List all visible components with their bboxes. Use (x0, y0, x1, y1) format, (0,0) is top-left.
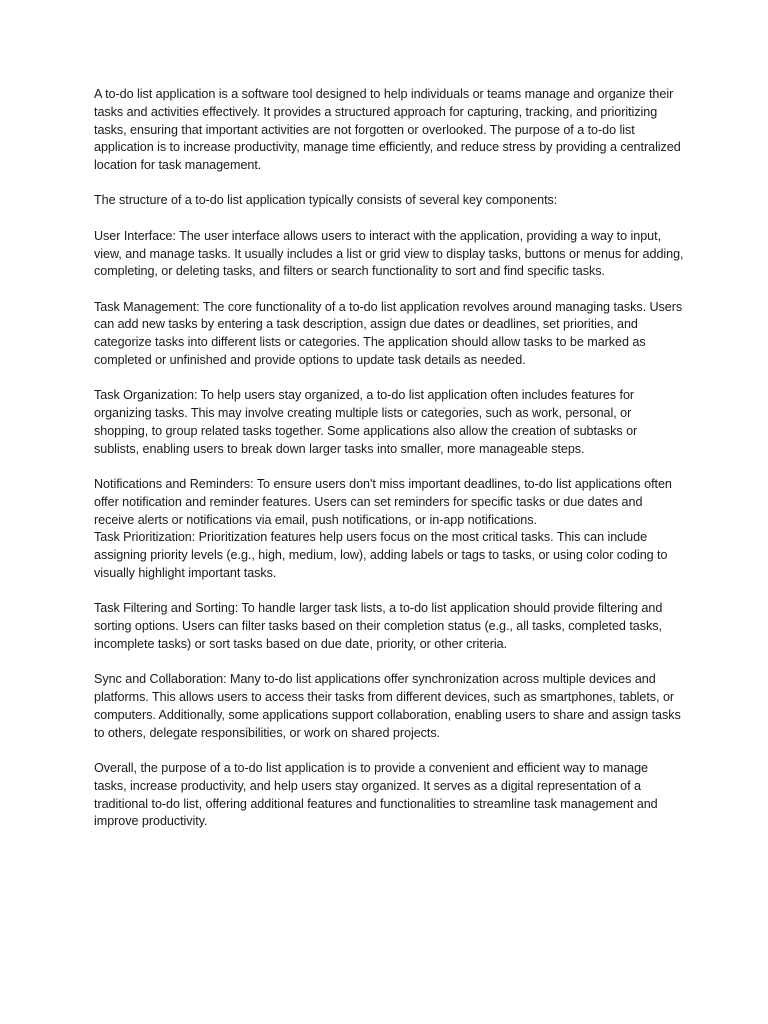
paragraph-notifications: Notifications and Reminders: To ensure users don't miss important deadlines, to-do list applications often offer notification and reminder features. Users can set reminders for specific tasks or due dates and receive alerts or notifications via email, push notifications, or in-app notifications. (94, 477, 672, 527)
paragraph-task-prioritization: Task Prioritization: Prioritization features help users focus on the most critical tasks. This can include assigning priority levels (e.g., high, medium, low), adding labels or tags to tasks, or using color coding to visually highlight important tasks. (94, 530, 668, 581)
paragraph-sync-collaboration: Sync and Collaboration: Many to-do list applications offer synchronization across multiple devices and platforms. This allows users to access their tasks from different devices, such as smartphones, tablets, or computers. Additionally, some applications support collaboration, enabling users to share and assign tasks to others, delegate responsibilities, or work on shared projects. (94, 672, 681, 740)
paragraph-task-management: Task Management: The core functionality of a to-do list application revolves around managing tasks. Users can add new tasks by entering a task description, assign due dates or deadlines, set priorities, and categorize tasks into different lists or categories. The application should allow tasks to be marked as completed or unfinished and provide options to update task details as needed. (94, 299, 683, 368)
document-body (94, 86, 684, 849)
paragraph-user-interface: User Interface: The user interface allows users to interact with the application, providing a way to input, view, and manage tasks. It usually includes a list or grid view to display tasks, buttons or menus for adding, completing, or deleting tasks, and filters or search functionality to sort and find specific tasks. (94, 228, 684, 279)
paragraph-overall: Overall, the purpose of a to-do list application is to provide a convenient and efficient way to manage tasks, increase productivity, and help users stay organized. It serves as a digital representation of a traditional to-do list, offering additional features and functionalities to streamline task management and improve productivity. (94, 760, 658, 829)
paragraph-intro: A to-do list application is a software tool designed to help individuals or teams manage and organize their tasks and activities effectively. It provides a structured approach for capturing, tracking, and prioritizing tasks, ensuring that important activities are not forgotten or overlooked. The purpose of a to-do list application is to increase productivity, manage time efficiently, and reduce stress by providing a centralized location for task management. (94, 87, 681, 173)
paragraph-structure-lead: The structure of a to-do list application typically consists of several key components: (94, 193, 558, 208)
paragraph-task-organization: Task Organization: To help users stay organized, a to-do list application often includes features for organizing tasks. This may involve creating multiple lists or categories, such as work, personal, or shopping, to group related tasks together. Some applications also allow the creation of subtasks or sublists, enabling users to break down larger tasks into smaller, more manageable steps. (94, 388, 638, 456)
paragraph-filtering-sorting: Task Filtering and Sorting: To handle larger task lists, a to-do list application should provide filtering and sorting options. Users can filter tasks based on their completion status (e.g., all tasks, completed tasks, incomplete tasks) or sort tasks based on due date, priority, or other criteria. (94, 601, 663, 651)
